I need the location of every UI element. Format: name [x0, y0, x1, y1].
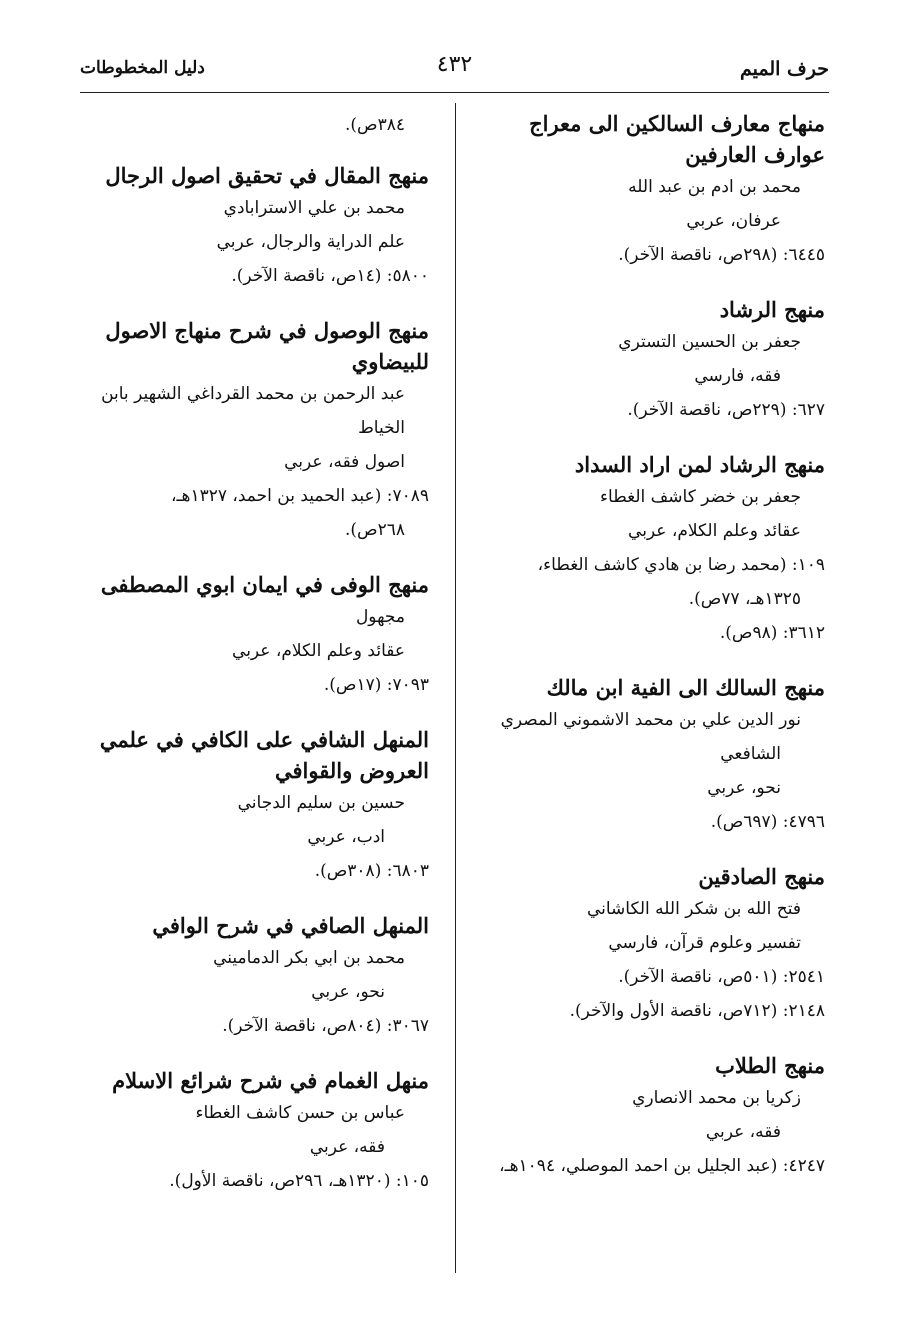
entry-copy: ١٠٥: (١٣٢٠هـ، ٢٩٦ص، ناقصة الأول).	[169, 1171, 429, 1191]
entry	[79, 724, 429, 888]
entry-author: جعفر بن الحسين التستري	[618, 332, 801, 352]
entry-title: منهج الطلاب	[715, 1053, 825, 1078]
entry-author: نور الدين علي بن محمد الاشموني المصري	[500, 710, 801, 730]
right-column	[473, 108, 825, 1205]
entry	[473, 1050, 825, 1183]
entry	[473, 294, 825, 427]
chapter-title: حرف الميم	[740, 58, 829, 80]
entry-author: حسين بن سليم الدجاني	[237, 793, 405, 813]
entry-author-cont: الخياط	[358, 418, 405, 438]
entry	[473, 861, 825, 1028]
entry-subject: تفسير وعلوم قرآن، فارسي	[608, 933, 801, 953]
entry	[473, 449, 825, 650]
entry-copy: ١٠٩: (محمد رضا بن هادي كاشف الغطاء،	[537, 555, 825, 575]
entry-title: منهاج معارف السالكين الى معراج عوارف العارفين	[529, 111, 825, 167]
entry-subject: عرفان، عربي	[686, 211, 781, 231]
entry-subject: فقه، فارسي	[694, 366, 781, 386]
entry-subject: عقائد وعلم الكلام، عربي	[232, 641, 405, 661]
page-number: ٤٣٢	[436, 52, 473, 77]
book-title: دليل المخطوطات	[80, 58, 205, 78]
entry-author: فتح الله بن شكر الله الكاشاني	[586, 899, 801, 919]
entry-subject: علم الدراية والرجال، عربي	[216, 232, 405, 252]
entry-title: منهج الرشاد لمن اراد السداد	[574, 452, 825, 477]
entry-subject: فقه، عربي	[309, 1137, 385, 1157]
entry-subject: نحو، عربي	[707, 778, 781, 798]
entry-title: منهج الرشاد	[719, 297, 825, 322]
entry-title: منهل الغمام في شرح شرائع الاسلام	[112, 1068, 429, 1093]
entry-copy: ٦٨٠٣: (٣٠٨ص).	[314, 861, 429, 881]
entry	[79, 569, 429, 702]
entry-copy: ٤٢٤٧: (عبد الجليل بن احمد الموصلي، ١٠٩٤هـ،	[499, 1156, 825, 1176]
page-header	[80, 52, 829, 93]
entry-copy: ١٣٢٥هـ، ٧٧ص).	[688, 589, 801, 609]
entry-continuation	[79, 108, 429, 142]
column-divider	[455, 103, 456, 1273]
entry-subject: ادب، عربي	[307, 827, 385, 847]
entry-author: عباس بن حسن كاشف الغطاء	[195, 1103, 405, 1123]
entry-author: زكريا بن محمد الانصاري	[632, 1088, 801, 1108]
entry-title: منهج الصادقين	[698, 864, 825, 889]
entry-subject: اصول فقه، عربي	[284, 452, 405, 472]
entry	[79, 315, 429, 547]
entry	[79, 910, 429, 1043]
entry	[79, 1065, 429, 1198]
entry-copy: ٦٤٤٥: (٢٩٨ص، ناقصة الآخر).	[618, 245, 825, 265]
entry-copy: ٢٥٤١: (٥٠١ص، ناقصة الآخر).	[618, 967, 825, 987]
entry-title: منهج الوصول في شرح منهاج الاصول للبيضاوي	[105, 318, 429, 374]
entry-author: مجهول	[355, 607, 405, 627]
entry-copy: ٤٧٩٦: (٦٩٧ص).	[710, 812, 825, 832]
entry-author: عبد الرحمن بن محمد القرداغي الشهير بابن	[101, 384, 405, 404]
entry-copy: ٣٦١٢: (٩٨ص).	[719, 623, 825, 643]
entry-copy: ٥٨٠٠: (١٤ص، ناقصة الآخر).	[231, 266, 429, 286]
entry-title: المنهل الشافي على الكافي في علمي العروض والقوافي	[99, 727, 429, 783]
entry-author: محمد بن ابي بكر الدماميني	[213, 948, 405, 968]
entry-copy: ٣٠٦٧: (٨٠٤ص، ناقصة الآخر).	[222, 1016, 429, 1036]
entry	[79, 160, 429, 293]
entry-subject: نحو، عربي	[311, 982, 385, 1002]
entry-title: منهج الوفى في ايمان ابوي المصطفى	[100, 572, 429, 597]
entry-copy: ٢١٤٨: (٧١٢ص، ناقصة الأول والآخر).	[569, 1001, 825, 1021]
entry-copy: ٦٢٧: (٢٢٩ص، ناقصة الآخر).	[627, 400, 825, 420]
entry-subject: فقه، عربي	[705, 1122, 781, 1142]
entry-author: جعفر بن خضر كاشف الغطاء	[600, 487, 801, 507]
entry-subject: عقائد وعلم الكلام، عربي	[628, 521, 801, 541]
entry-title: المنهل الصافي في شرح الوافي	[152, 913, 429, 938]
entry	[473, 672, 825, 839]
entry-author-cont: الشافعي	[720, 744, 781, 764]
entry-title: منهج المقال في تحقيق اصول الرجال	[105, 163, 429, 188]
entry	[473, 108, 825, 272]
left-column	[79, 108, 429, 1220]
entry-copy: ٢٦٨ص).	[345, 520, 405, 540]
entry-author: محمد بن ادم بن عبد الله	[628, 177, 801, 197]
entry-copy: ٧٠٨٩: (عبد الحميد بن احمد، ١٣٢٧هـ،	[171, 486, 429, 506]
entry-copy: ٣٨٤ص).	[345, 115, 405, 135]
entry-author: محمد بن علي الاسترابادي	[223, 198, 405, 218]
entry-copy: ٧٠٩٣: (١٧ص).	[323, 675, 429, 695]
entry-title: منهج السالك الى الفية ابن مالك	[546, 675, 825, 700]
